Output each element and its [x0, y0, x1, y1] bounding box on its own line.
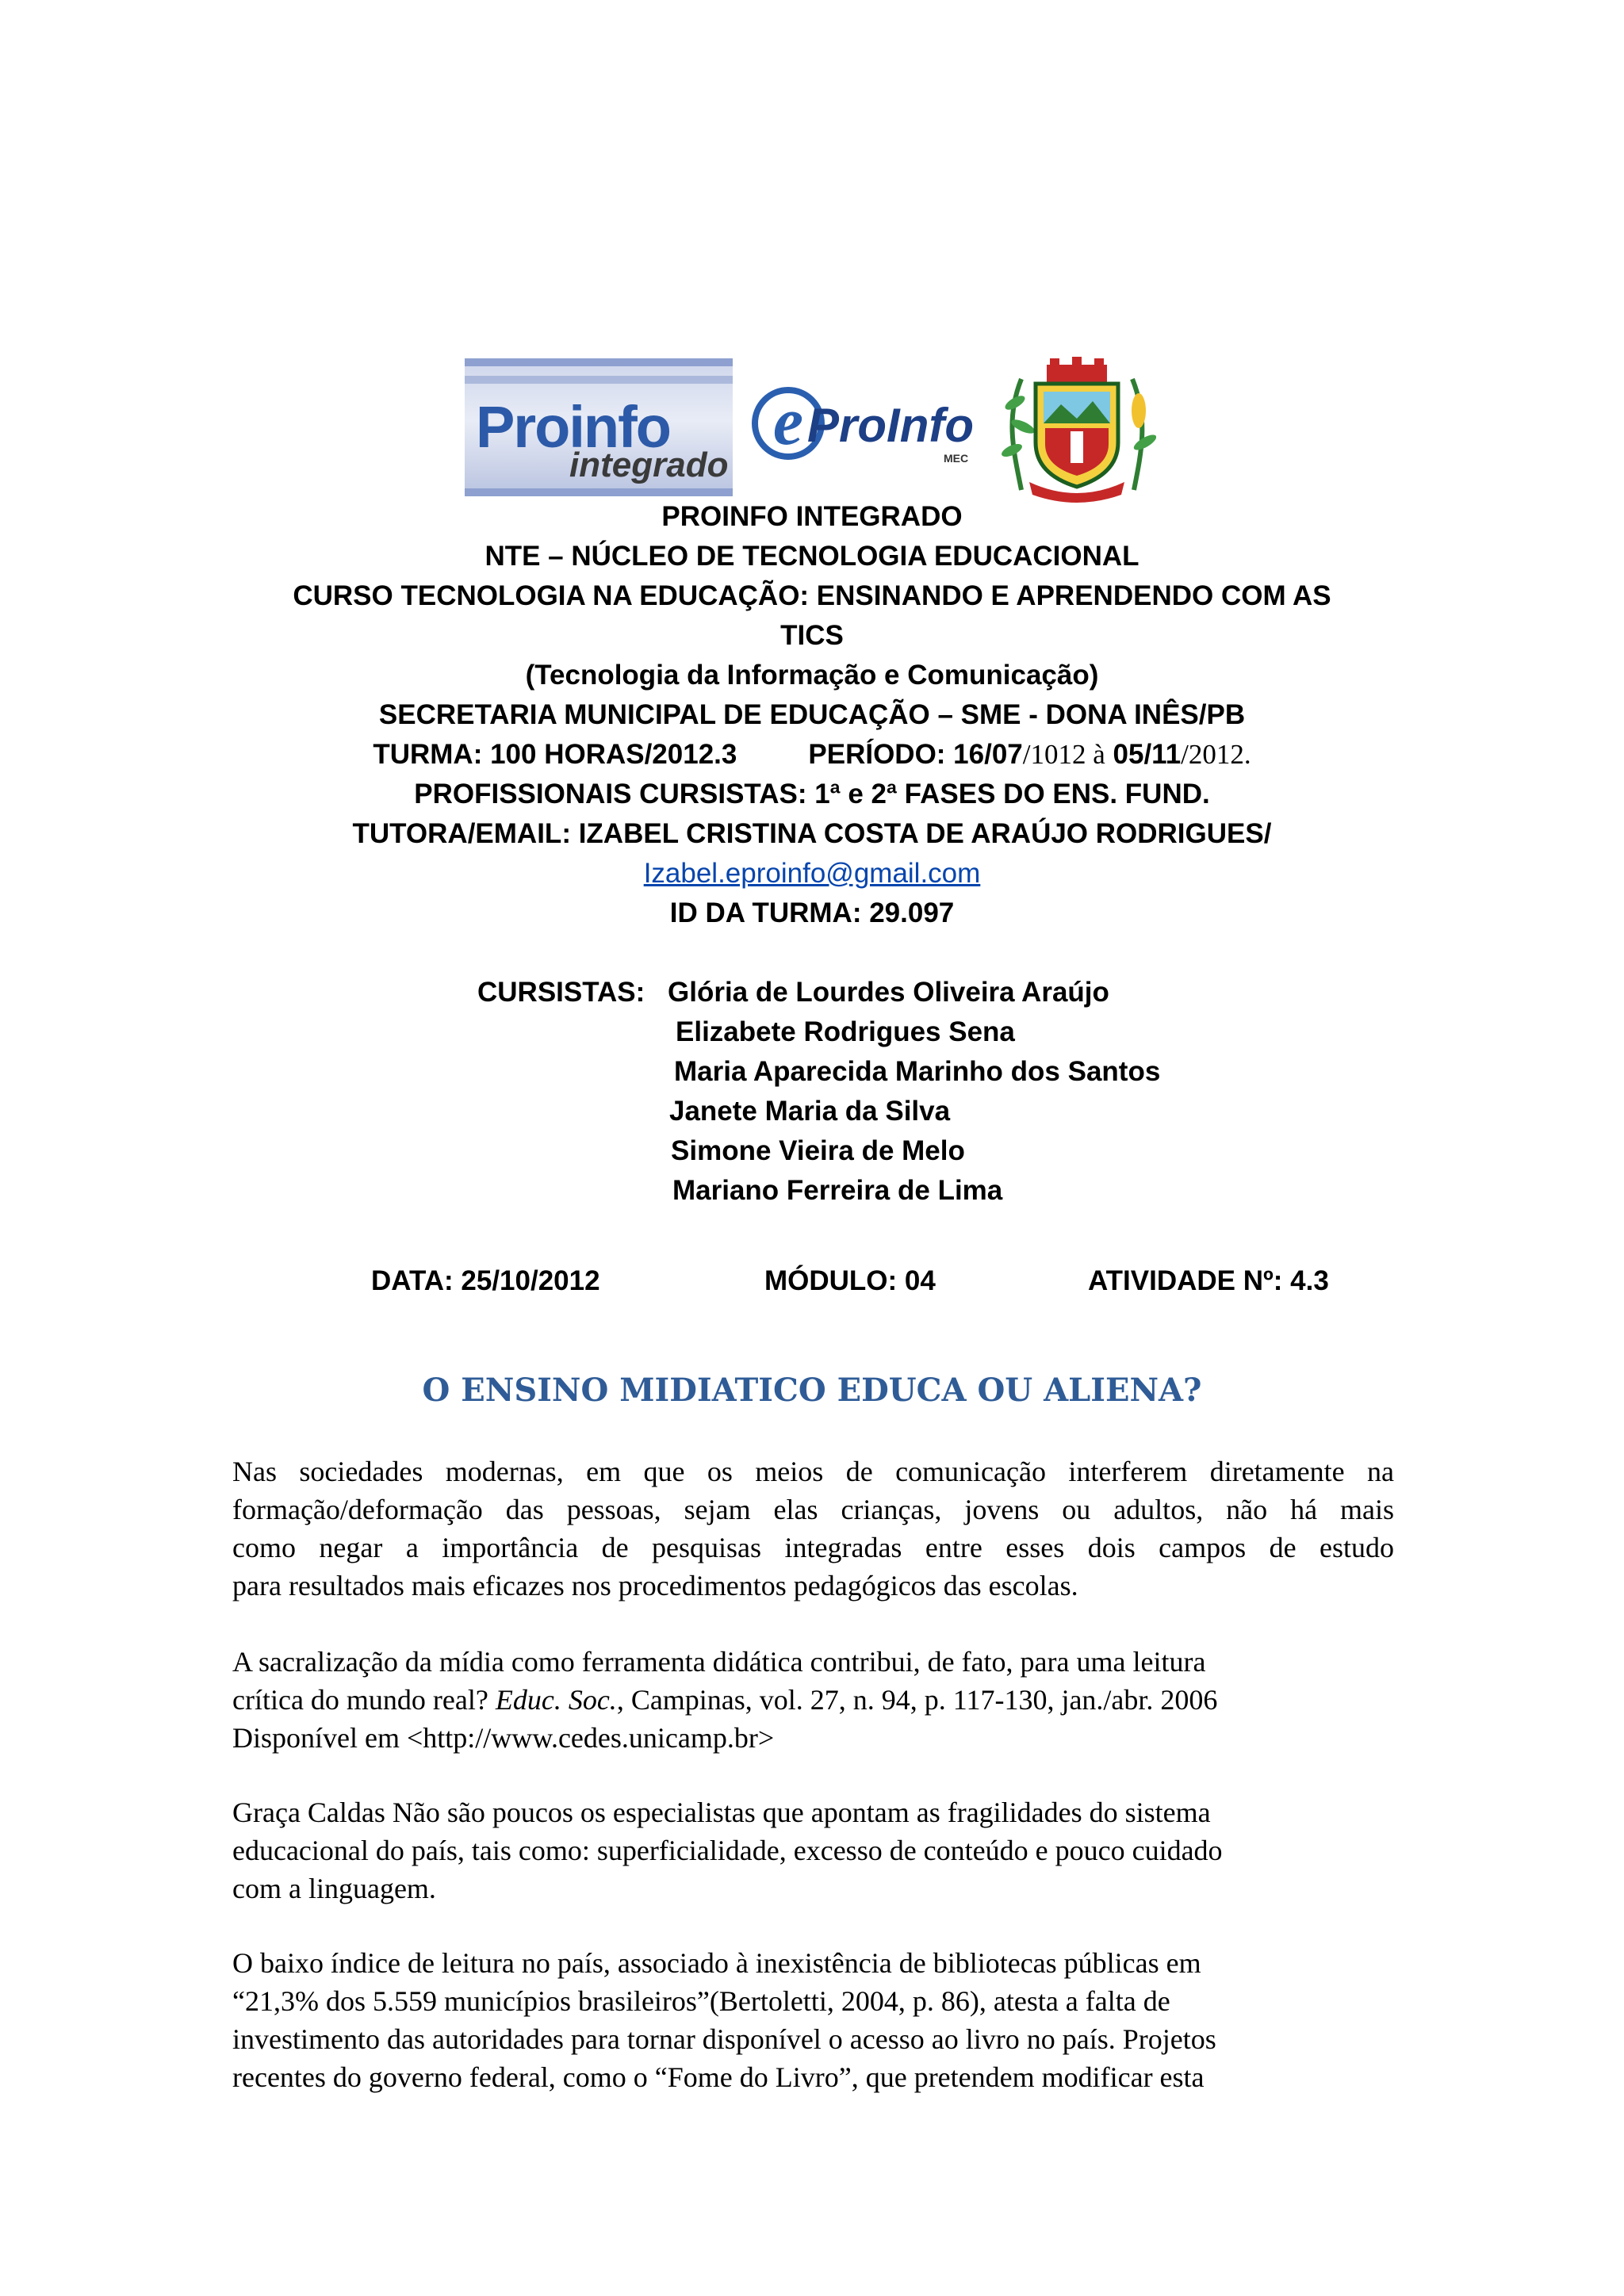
paragraph-1-line-3: como negar a importância de pesquisas integradas entre esses dois campos de estudo	[232, 1532, 1394, 1563]
paragraph-4-line-3: investimento das autoridades para tornar disponível o acesso ao livro no país. Projetos	[232, 2023, 1216, 2055]
info-modulo: MÓDULO: 04	[764, 1265, 936, 1296]
paragraph-2-line-2	[232, 1681, 1394, 1719]
paragraph-2-line-3: Disponível em <http://www.cedes.unicamp.br>	[232, 1722, 775, 1754]
cursista-name-2: Elizabete Rodrigues Sena	[676, 1016, 1015, 1047]
proinfo-logo-sub: integrado	[569, 446, 729, 484]
cursista-name-6: Mariano Ferreira de Lima	[672, 1175, 1003, 1206]
header-line-3: CURSO TECNOLOGIA NA EDUCAÇÃO: ENSINANDO E APRENDENDO COM AS	[293, 580, 1331, 611]
document-title: O ENSINO MIDIATICO EDUCA OU ALIENA?	[422, 1372, 1202, 1409]
journal-name: Educ. Soc.	[495, 1684, 617, 1716]
paragraph-4	[232, 1944, 1394, 2096]
cursista-name-1: Glória de Lourdes Oliveira Araújo	[668, 977, 1109, 1008]
paragraph-3-line-1: Graça Caldas Não são poucos os especialistas que apontam as fragilidades do sistema	[232, 1797, 1211, 1828]
paragraph-3-line-2: educacional do país, tais como: superficialidade, excesso de conteúdo e pouco cuidado	[232, 1835, 1223, 1866]
header-tutora: TUTORA/EMAIL: IZABEL CRISTINA COSTA DE ARAÚJO RODRIGUES/	[352, 818, 1272, 849]
header-line-4: TICS	[780, 620, 844, 651]
periodo-label: PERÍODO: 16/07	[808, 739, 1023, 770]
paragraph-1	[232, 1452, 1394, 1605]
cursista-name-4: Janete Maria da Silva	[669, 1096, 951, 1127]
paragraph-4-line-1: O baixo índice de leitura no país, associado à inexistência de bibliotecas públicas em	[232, 1947, 1201, 1979]
paragraph-1-line-4: para resultados mais eficazes nos procedimentos pedagógicos das escolas.	[232, 1570, 1078, 1601]
cursista-name-5: Simone Vieira de Melo	[671, 1135, 965, 1166]
tutora-email-line	[0, 858, 1624, 890]
proinfo-logo-word: Proinfo	[476, 394, 670, 460]
tutora-email-link[interactable]: Izabel.eproinfo@gmail.com	[643, 858, 981, 889]
paragraph-2-line-1: A sacralização da mídia como ferramenta didática contribui, de fato, para uma leitura	[232, 1646, 1206, 1678]
paragraph-4-line-4: recentes do governo federal, como o “Fome do Livro”, que pretendem modificar esta	[232, 2061, 1205, 2093]
header-line-2: NTE – NÚCLEO DE TECNOLOGIA EDUCACIONAL	[485, 541, 1139, 572]
periodo-end-bold: 05/11	[1113, 739, 1182, 770]
eproinfo-mec-label: MEC	[944, 452, 969, 465]
header-turma-periodo	[0, 739, 1624, 771]
paragraph-2-line-2-end: , Campinas, vol. 27, n. 94, p. 117-130, jan./abr. 2006	[616, 1684, 1218, 1716]
paragraph-2	[232, 1643, 1394, 1757]
crest-icon	[998, 355, 1156, 503]
turma-text: TURMA: 100 HORAS/2012.3	[373, 739, 737, 770]
paragraph-4-line-2: “21,3% dos 5.559 municípios brasileiros”(Bertoletti, 2004, p. 86), atesta a falta de	[232, 1985, 1170, 2017]
periodo-end: /2012.	[1181, 739, 1251, 770]
paragraph-1-line-2: formação/deformação das pessoas, sejam elas crianças, jovens ou adultos, não há mais	[232, 1494, 1394, 1525]
cursistas-label: CURSISTAS:	[477, 977, 645, 1008]
header-line-1: PROINFO INTEGRADO	[661, 501, 963, 532]
cursista-name-3: Maria Aparecida Marinho dos Santos	[674, 1056, 1161, 1087]
header-id-turma: ID DA TURMA: 29.097	[669, 897, 955, 928]
eproinfo-e-mark: e	[752, 387, 825, 460]
header-line-5: (Tecnologia da Informação e Comunicação)	[525, 660, 1099, 691]
paragraph-3-line-3: com a linguagem.	[232, 1873, 436, 1904]
header-line-6: SECRETARIA MUNICIPAL DE EDUCAÇÃO – SME - DONA INÊS/PB	[378, 699, 1246, 730]
eproinfo-logo-word: ProInfo	[807, 399, 974, 452]
paragraph-3	[232, 1793, 1394, 1908]
info-data: DATA: 25/10/2012	[371, 1265, 600, 1296]
paragraph-2-line-2-start: crítica do mundo real?	[232, 1684, 496, 1716]
paragraph-1-line-1: Nas sociedades modernas, em que os meios de comunicação interferem diretamente na	[232, 1456, 1394, 1487]
info-atividade: ATIVIDADE Nº: 4.3	[1088, 1265, 1329, 1296]
proinfo-integrado-logo	[465, 358, 733, 496]
periodo-mid: /1012 à	[1022, 739, 1105, 770]
header-profissionais: PROFISSIONAIS CURSISTAS: 1ª e 2ª FASES DO ENS. FUND.	[414, 779, 1210, 809]
logo-strip	[465, 355, 1162, 503]
dona-ines-crest-logo	[998, 355, 1156, 503]
eproinfo-logo	[752, 383, 982, 466]
